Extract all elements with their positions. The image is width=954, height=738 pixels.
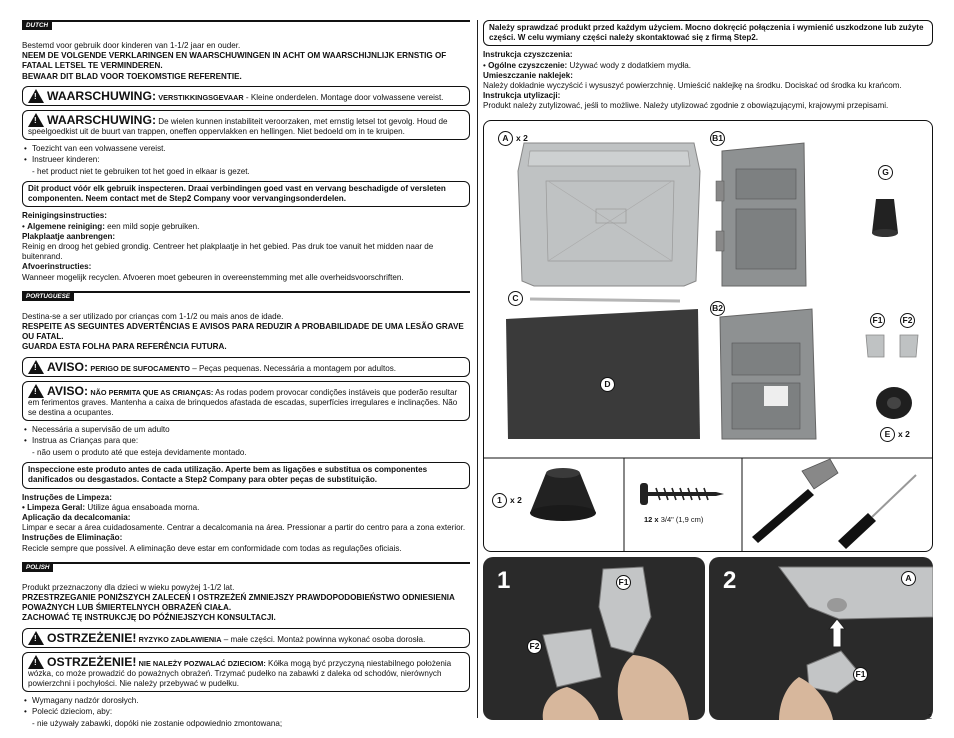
warning-sub: RYZYKO ZADŁAWIENIA <box>138 634 222 644</box>
warning-title: AVISO: <box>47 359 89 374</box>
sub-bullet: - nie używały zabawki, dopóki nie zostanie odpowiednio zmontowana; <box>32 718 283 728</box>
list-item: • Polecić dzieciom, aby: <box>32 707 470 717</box>
assembly-steps <box>483 557 933 720</box>
step-1-panel <box>483 557 705 720</box>
warning-box-2 <box>22 652 470 693</box>
step-number: 2 <box>723 567 737 594</box>
part-b2-illustration <box>720 309 816 439</box>
warning-sub: VERSTIKKINGSGEVAAR <box>158 92 244 102</box>
list-item: • Instrueer kinderen: <box>32 155 470 165</box>
parts-diagram <box>483 120 933 552</box>
step-label-f2: F2 <box>527 639 542 654</box>
disposal-heading: Afvoerinstructies: <box>22 262 92 272</box>
section-dutch <box>22 20 470 283</box>
part-g-illustration <box>872 199 898 237</box>
bullet-list <box>22 144 470 164</box>
part-qty-a: x 2 <box>516 133 528 143</box>
disposal-heading: Instrukcja utylizacji: <box>483 91 561 101</box>
warning-text: As rodas podem provocar condições instáveis que poderão resultar em ferimentos graves. Mantenha a caixa de brinquedos afastada de escadas, superfícies irregulares e inclinações. Não se destina a ocupantes. <box>28 387 458 418</box>
intro-bold: NEEM DE VOLGENDE VERKLARINGEN EN WAARSCHUWINGEN IN ACHT OM WAARSCHIJNLIJK ERNSTIG OF FATAAL LETSEL TE VERMINDEREN. <box>22 51 447 71</box>
decal-text: Limpar e secar a área cuidadosamente. Centrar a decalcomania na área. Pressionar a partir do centro para a zona exterior. <box>22 523 466 533</box>
warning-box-2 <box>22 110 470 140</box>
screw-label <box>644 515 703 524</box>
part-label-b1: B1 <box>710 131 725 146</box>
warning-text: Kółka mogą być przyczyną niestabilnego położenia wózka, co może prowadzić do poważnych obrażeń. Trzymać pudełko na zabawki z daleka od schodów, nierównych powierzchni i pochyłości. Nie należy przebywać w pudełku. <box>28 658 452 689</box>
part-1-illustration <box>530 468 596 521</box>
clean-heading: Reinigingsinstructies: <box>22 211 107 221</box>
warning-icon: ! <box>28 89 44 103</box>
warning-title: AVISO: <box>47 383 89 398</box>
warning-text: – małe części. Montaż powinna wykonać osoba dorosła. <box>221 634 426 644</box>
warning-sub: NIE NALEŻY POZWALAĆ DZIECIOM: <box>138 658 266 668</box>
disposal-text: Wanneer mogelijk recyclen. Afvoeren moet gebeuren in overeenstemming met alle overheidsvoorschriften. <box>22 272 404 282</box>
column-divider <box>477 20 478 718</box>
bullet-list <box>22 425 470 445</box>
warning-text: De wielen kunnen instabiliteit veroorzaken, met ernstig letsel tot gevolg. Houd de speelgoedkist uit de buurt van trappen, oneffen oppervlakken en hellingen. Niet bedoeld om in te kruipen. <box>28 117 448 137</box>
sub-bullet: - het product niet te gebruiken tot het goed in elkaar is gezet. <box>32 166 250 176</box>
warning-sub: PERIGO DE SUFOCAMENTO <box>90 363 190 373</box>
clean-bold: Algemene reiniging: <box>27 221 105 231</box>
warning-box-2 <box>22 381 470 422</box>
clean-text: Używać wody z dodatkiem mydła. <box>567 60 691 70</box>
clean-text: een mild sopje gebruiken. <box>104 221 200 231</box>
intro: Bestemd voor gebruik door kinderen van 1-1/2 jaar en ouder. <box>22 41 241 50</box>
warning-title: WAARSCHUWING: <box>47 113 156 128</box>
clean-text: Utilize água ensaboada morna. <box>85 502 200 512</box>
lang-tag: DUTCH <box>22 22 52 30</box>
warning-icon: ! <box>28 384 44 398</box>
screwdriver-illustration <box>838 475 916 549</box>
warning-icon: ! <box>28 360 44 374</box>
intro-bold2: GUARDA ESTA FOLHA PARA REFERÊNCIA FUTURA. <box>22 342 227 352</box>
step-number: 1 <box>497 567 511 594</box>
inspect-box: Należy sprawdzać produkt przed każdym użyciem. Mocno dokręcić połączenia i wymienić uszkodzone lub zużyte części. W celu wymiany części należy skontaktować się z firmą Step2. <box>483 20 933 46</box>
step-label-a: A <box>901 571 916 586</box>
part-label-e: E <box>880 427 895 442</box>
list-item: • Necessária a supervisão de um adulto <box>32 425 470 435</box>
left-column <box>22 20 470 737</box>
page-number: 2 <box>928 714 932 721</box>
intro: Produkt przeznaczony dla dzieci w wieku powyżej 1-1/2 lat. <box>22 582 235 592</box>
inspect-box: Inspeccione este produto antes de cada utilização. Aperte bem as ligações e substitua os componentes danificados ou desgastados. Contacte a Step2 Company para obter peças de substituição. <box>22 462 470 488</box>
decal-text: Należy dokładnie wyczyścić i wysuszyć powierzchnię. Umieścić naklejkę na środku. Dociskać od środka ku krańcom. <box>483 81 902 91</box>
list-item: • Instrua as Crianças para que: <box>32 436 470 446</box>
part-qty-e: x 2 <box>898 429 910 439</box>
part-label-c: C <box>508 291 523 306</box>
warning-text: - Kleine onderdelen. Montage door volwassene vereist. <box>243 92 444 102</box>
part-label-a: A <box>498 131 513 146</box>
part-b1-illustration <box>716 143 806 286</box>
part-f2-illustration <box>900 335 918 357</box>
parts-drawing <box>484 121 932 551</box>
clean-line: • Ogólne czyszczenie: Używać wody z dodatkiem mydła. <box>483 60 691 70</box>
part-label-d: D <box>600 377 615 392</box>
intro-bold2: ZACHOWAĆ TĘ INSTRUKCJĘ DO PÓŹNIEJSZYCH KONSULTACJI. <box>22 613 276 623</box>
decal-heading: Umieszczanie naklejek: <box>483 70 573 80</box>
right-column <box>483 20 933 112</box>
clean-bold: Ogólne czyszczenie: <box>488 60 568 70</box>
warning-icon: ! <box>28 113 44 127</box>
hammer-illustration <box>752 459 838 543</box>
bullet-list <box>22 696 470 716</box>
step-1-illustration <box>483 557 705 720</box>
part-f1-illustration <box>866 335 884 357</box>
lang-bar <box>22 20 470 31</box>
lang-bar <box>22 562 470 573</box>
clean-heading: Instrukcja czyszczenia: <box>483 50 573 60</box>
part-qty-1: x 2 <box>510 495 522 505</box>
disposal-text: Produkt należy zutylizować, jeśli to możliwe. Należy utylizować zgodnie z obowiązującymi, krajowymi przepisami. <box>483 101 889 111</box>
warning-title: WAARSCHUWING: <box>47 88 156 103</box>
step-2-panel <box>709 557 933 720</box>
part-a-illustration <box>518 143 700 286</box>
list-item: • Wymagany nadzór dorosłych. <box>32 696 470 706</box>
inspect-box: Dit product vóór elk gebruik inspecteren. Draai verbindingen goed vast en vervang beschadigde of versleten componenten. Neem contact met de Step2 Company voor vervangingsonderdelen. <box>22 181 470 207</box>
disposal-heading: Instruções de Eliminação: <box>22 533 123 543</box>
list-item: • Toezicht van een volwassene vereist. <box>32 144 470 154</box>
clean-heading: Instruções de Limpeza: <box>22 492 112 502</box>
intro-bold: RESPEITE AS SEGUINTES ADVERTÊNCIAS E AVISOS PARA REDUZIR A PROBABILIDADE DE UMA LESÃO GRAVE OU FATAL. <box>22 322 464 342</box>
warning-sub: NÃO PERMITA QUE AS CRIANÇAS: <box>90 387 214 397</box>
intro-bold: PRZESTRZEGANIE PONIŻSZYCH ZALECEŃ I OSTRZEŻEŃ ZMNIEJSZY PRAWDOPODOBIEŃSTWO ODNIESIENIA POWAŻNYCH LUB ŚMIERTELNYCH OBRAŻEŃ CIAŁA. <box>22 592 455 613</box>
part-label-1: 1 <box>492 493 507 508</box>
disposal-text: Recicle sempre que possível. A eliminação deve estar em conformidade com todas as regulações oficiais. <box>22 543 402 553</box>
clean-line: • Algemene reiniging: een mild sopje gebruiken. <box>22 221 200 231</box>
intro: Destina-se a ser utilizado por crianças com 1-1/2 ou mais anos de idade. <box>22 311 284 321</box>
step-2-illustration <box>709 557 933 720</box>
lang-tag: POLISH <box>22 564 53 572</box>
warning-box-1 <box>22 628 470 648</box>
section-portuguese <box>22 291 470 554</box>
warning-icon: ! <box>28 655 44 669</box>
screw-illustration <box>640 483 724 505</box>
screw-qty: 12 x <box>644 515 659 524</box>
section-polish <box>22 562 470 729</box>
warning-box-1 <box>22 86 470 106</box>
step-label-f1: F1 <box>853 667 868 682</box>
lang-bar <box>22 291 470 302</box>
sub-bullet: - não usem o produto até que esteja devidamente montado. <box>32 447 247 457</box>
decal-heading: Plakplaatje aanbrengen: <box>22 231 116 241</box>
warning-box-1 <box>22 357 470 377</box>
warning-text: – Peças pequenas. Necessária a montagem por adultos. <box>189 363 397 373</box>
clean-bold: • Limpeza Geral: <box>22 502 86 512</box>
screw-size: 3/4" (1,9 cm) <box>658 515 704 524</box>
part-d-illustration <box>506 309 700 439</box>
warning-icon: ! <box>28 631 44 645</box>
part-label-g: G <box>878 165 893 180</box>
part-label-f2: F2 <box>900 313 915 328</box>
part-label-b2: B2 <box>710 301 725 316</box>
decal-heading: Aplicação da decalcomania: <box>22 512 131 522</box>
warning-title: OSTRZEŻENIE! <box>47 630 137 645</box>
decal-text: Reinig en droog het gebied grondig. Centreer het plakplaatje in het gebied. Pas druk toe vanuit het midden naar de buitenrand. <box>22 242 434 262</box>
part-label-f1: F1 <box>870 313 885 328</box>
part-e-illustration <box>876 387 912 419</box>
intro-bold2: BEWAAR DIT BLAD VOOR TOEKOMSTIGE REFERENTIE. <box>22 71 242 81</box>
warning-title: OSTRZEŻENIE! <box>47 654 137 669</box>
step-label-f1: F1 <box>616 575 631 590</box>
clean-line <box>22 503 470 513</box>
part-c-illustration <box>530 299 680 301</box>
lang-tag: PORTUGUESE <box>22 293 74 301</box>
